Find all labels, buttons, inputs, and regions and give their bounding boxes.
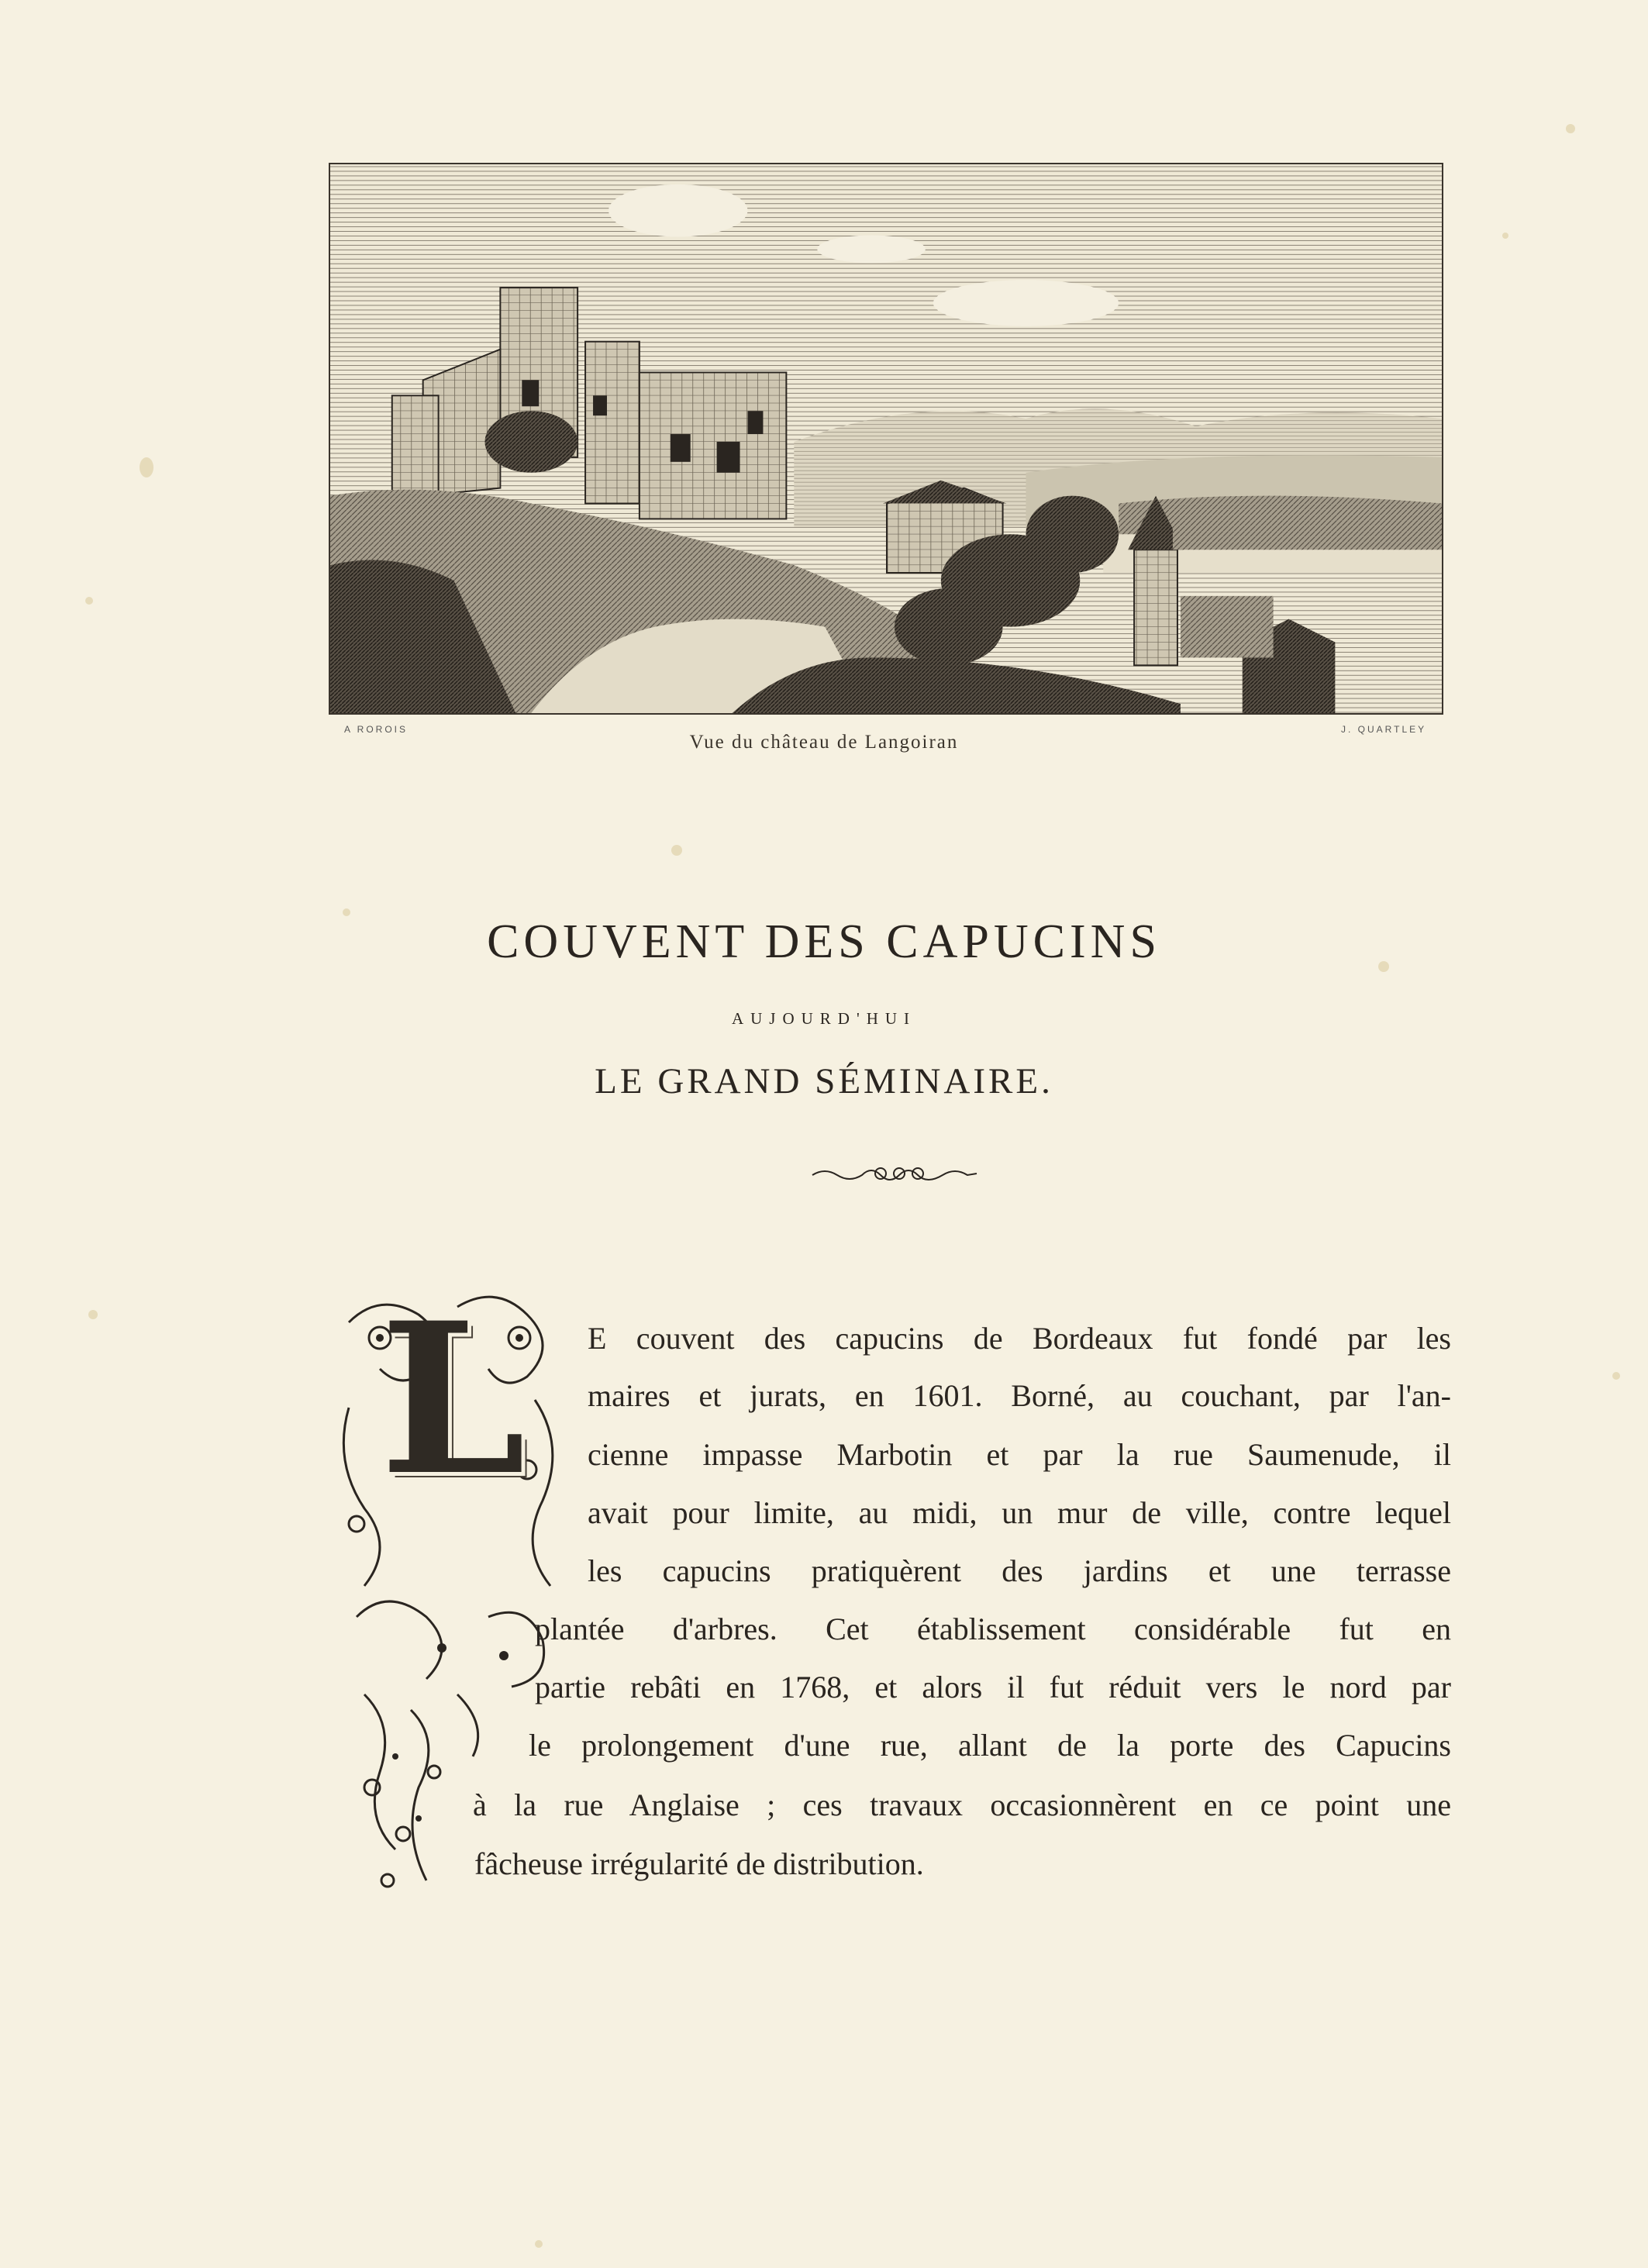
body-line: E couvent des capucins de Bordeaux fut fondé par les [588,1321,1451,1356]
engraving-drawing [330,164,1442,713]
paper-speck [535,2240,543,2248]
body-line: avait pour limite, au midi, un mur de ville, contre lequel [588,1495,1451,1530]
body-line: les capucins pratiquèrent des jardins et une terrasse [588,1553,1451,1588]
body-line: cienne impasse Marbotin et par la rue Saumenude, il [588,1437,1451,1472]
castle-engraving [329,163,1443,715]
paper-speck [88,1310,98,1319]
drop-cap-letter: L [380,1277,526,1522]
chapter-title: COUVENT DES CAPUCINS [487,915,1161,968]
body-line: partie rebâti en 1768, et alors il fut réduit vers le nord par [535,1670,1451,1704]
body-line: le prolongement d'une rue, allant de la porte des Capucins [529,1728,1451,1763]
paper-speck [1502,233,1508,239]
engraver-signature-right: J. QUARTLEY [1341,724,1427,735]
chapter-subtitle-small: AUJOURD'HUI [731,1009,917,1028]
body-line: à la rue Anglaise ; ces travaux occasionnèrent en ce point une [473,1787,1451,1822]
paper-speck [671,845,682,856]
paper-speck [1566,124,1575,133]
paper-speck [140,457,153,477]
ornamental-flourish [809,1158,980,1189]
engraver-signature-left: A ROROIS [344,724,409,735]
body-line: plantée d'arbres. Cet établissement considérable fut en [535,1611,1451,1646]
chapter-subtitle: LE GRAND SÉMINAIRE. [595,1061,1053,1101]
paper-speck [85,597,93,605]
body-line: maires et jurats, en 1601. Borné, au couchant, par l'an- [588,1378,1451,1413]
illustration-caption: Vue du château de Langoiran [689,732,959,753]
paper-speck [1612,1372,1620,1380]
body-line: fâcheuse irrégularité de distribution. [474,1846,924,1881]
